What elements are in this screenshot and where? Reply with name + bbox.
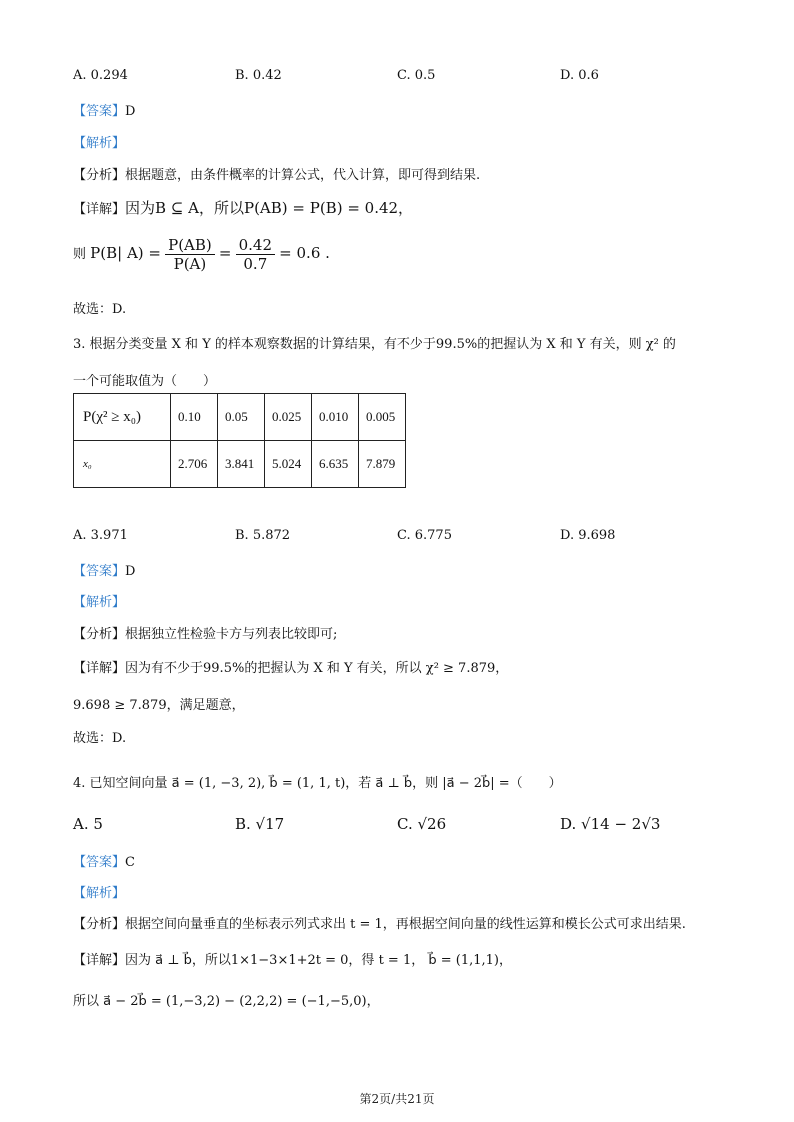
q2-guxuan: 故选：D. — [73, 302, 127, 317]
q3-xiangjie — [73, 657, 508, 676]
answer-value: C — [125, 855, 135, 870]
table-cell: 0.10 — [171, 394, 218, 441]
q3-option-c: C. 6.775 — [397, 528, 452, 543]
q3-option-a: A. 3.971 — [73, 528, 128, 543]
q3-option-d: D. 9.698 — [560, 528, 616, 543]
q3-fenxi — [73, 623, 337, 642]
q3-analysis-tag: 【解析】 — [73, 595, 126, 610]
table-cell: 7.879 — [359, 441, 406, 488]
table-cell: 6.635 — [312, 441, 359, 488]
page-number: 第2页/共21页 — [359, 1092, 435, 1106]
xiangjie-text: 因为有不少于99.5%的把握认为 X 和 Y 有关，所以 χ² ≥ 7.879， — [125, 661, 509, 676]
ze-text: 则 — [73, 247, 87, 262]
frac-rhs: = 0.6 . — [279, 244, 330, 262]
q4-option-b: B. √17 — [235, 815, 285, 833]
q2-option-d: D. 0.6 — [560, 68, 599, 83]
q4-option-a: A. 5 — [73, 815, 103, 833]
xiangjie-text: 因为 a⃗ ⊥ b⃗，所以1×1−3×1+2t = 0，得 t = 1， b⃗ = (1,1,1)， — [125, 953, 512, 968]
q2-answer — [73, 100, 135, 119]
fraction-2 — [236, 236, 275, 273]
table-cell: 2.706 — [171, 441, 218, 488]
fenxi-tag: 【分析】 — [73, 627, 126, 642]
q2-option-c: C. 0.5 — [397, 68, 436, 83]
table-cell: 0.005 — [359, 394, 406, 441]
fenxi-text: 根据空间向量垂直的坐标表示列式求出 t = 1，再根据空间向量的线性运算和模长公式可求出结果. — [125, 917, 686, 932]
q2-analysis-tag: 【解析】 — [73, 136, 126, 151]
table-row-header: P(χ² ≥ x₀) — [74, 394, 171, 441]
q2-option-b: B. 0.42 — [235, 68, 282, 83]
q4-option-c: C. √26 — [397, 815, 447, 833]
answer-value: D — [125, 104, 136, 119]
frac-lhs: P(B| A) = — [90, 244, 161, 262]
answer-value: D — [125, 564, 136, 579]
q3-stem-line-1: 3. 根据分类变量 X 和 Y 的样本观察数据的计算结果，有不少于99.5%的把握认为 X 和 Y 有关，则 χ² 的 — [73, 337, 676, 352]
q3-stem-line-2: 一个可能取值为（ ） — [73, 374, 217, 389]
q3-xiangjie-2: 9.698 ≥ 7.879，满足题意， — [73, 698, 245, 713]
fenxi-tag: 【分析】 — [73, 917, 126, 932]
q3-answer — [73, 560, 135, 579]
xiangjie-text: 因为B ⊆ A，所以P(AB) = P(B) = 0.42， — [125, 199, 414, 217]
answer-tag: 【答案】 — [73, 564, 126, 579]
table-row — [74, 441, 406, 488]
q2-fenxi — [73, 164, 480, 183]
xiangjie-tag: 【详解】 — [73, 661, 126, 676]
fraction-1-numerator: P(AB) — [165, 236, 215, 255]
q4-option-d: D. √14 − 2√3 — [560, 815, 661, 833]
q3-guxuan: 故选：D. — [73, 731, 127, 746]
q4-xiangjie — [73, 949, 512, 968]
fraction-1-denominator: P(A) — [173, 255, 207, 273]
table-cell: 0.05 — [218, 394, 265, 441]
q2-xiangjie — [73, 197, 413, 218]
fraction-2-denominator: 0.7 — [243, 255, 268, 273]
answer-tag: 【答案】 — [73, 855, 126, 870]
q4-fenxi — [73, 913, 686, 932]
fraction-1 — [165, 236, 215, 273]
q4-answer — [73, 851, 135, 870]
xiangjie-tag: 【详解】 — [73, 953, 126, 968]
table-cell: 0.025 — [265, 394, 312, 441]
fraction-2-numerator: 0.42 — [236, 236, 275, 255]
xiangjie-tag: 【详解】 — [73, 202, 126, 217]
table-cell: 0.010 — [312, 394, 359, 441]
q4-xiangjie-2: 所以 a⃗ − 2b⃗ = (1,−3,2) − (2,2,2) = (−1,−5,0)， — [73, 994, 380, 1009]
q3-option-b: B. 5.872 — [235, 528, 291, 543]
q4-stem: 4. 已知空间向量 a⃗ = (1, −3, 2), b⃗ = (1, 1, t)，若 a⃗ ⊥ b⃗，则 |a⃗ − 2b⃗| =（ ） — [73, 776, 562, 791]
table-row — [74, 394, 406, 441]
fenxi-text: 根据独立性检验卡方与列表比较即可; — [125, 627, 338, 642]
q2-fraction-line: 则 P(B| A) = $\frac{P(AB)}{P(A)}$ = $\frac{0.42}{0.7}$ = 0.6 . — [73, 236, 330, 273]
fenxi-text: 根据题意，由条件概率的计算公式，代入计算，即可得到结果. — [125, 168, 481, 183]
table-row-header: x₀ — [74, 441, 171, 488]
chi-square-table — [73, 393, 406, 488]
answer-tag: 【答案】 — [73, 104, 126, 119]
q4-analysis-tag: 【解析】 — [73, 886, 126, 901]
table-cell: 5.024 — [265, 441, 312, 488]
table-cell: 3.841 — [218, 441, 265, 488]
fenxi-tag: 【分析】 — [73, 168, 126, 183]
q2-option-a: A. 0.294 — [73, 68, 128, 83]
